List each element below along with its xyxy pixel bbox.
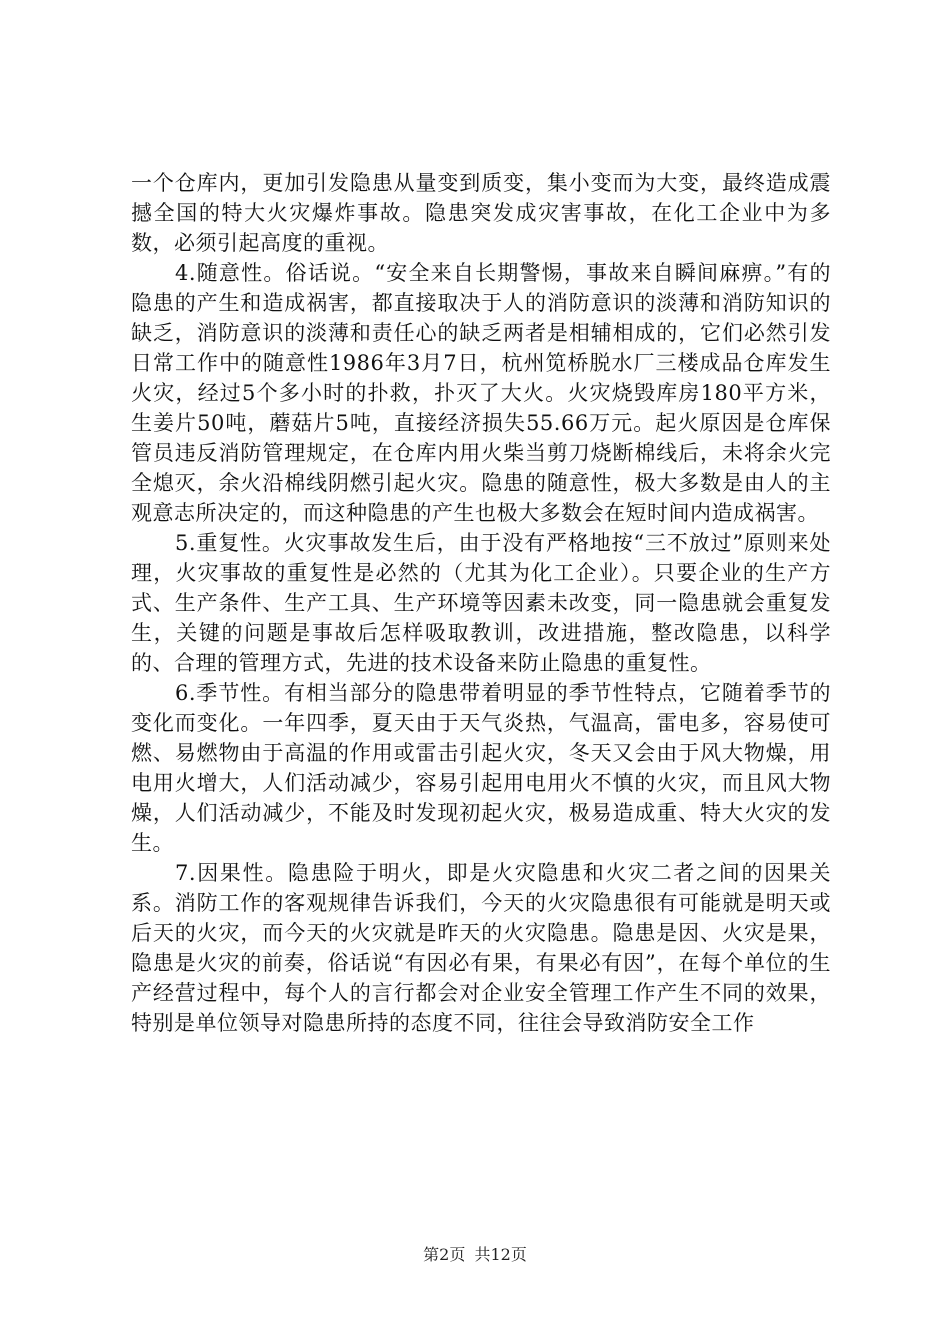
page-footer — [0, 1245, 950, 1265]
paragraph-causality: 7.因果性。隐患险于明火，即是火灾隐患和火灾二者之间的因果关系。消防工作的客观规律告诉我们，今天的火灾隐患很有可能就是明天或后天的火灾，而今天的火灾就是昨天的火灾隐患。隐患是因、火灾是果，隐患是火灾的前奏，俗话说“有因必有果，有果必有因”，在每个单位的生产经营过程中，每个人的言行都会对企业安全管理工作产生不同的效果，特别是单位领导对隐患所持的态度不同，往往会导致消防安全工作 — [131, 861, 831, 1035]
document-body — [131, 168, 831, 1038]
page-total: 共12页 — [474, 1245, 527, 1264]
paragraph-seasonality: 6.季节性。有相当部分的隐患带着明显的季节性特点，它随着季节的变化而变化。一年四季，夏天由于天气炎热，气温高，雷电多，容易使可燃、易燃物由于高温的作用或雷击引起火灾，冬天又会由于风大物燥，用电用火增大，人们活动减少，容易引起用电用火不慎的火灾，而且风大物燥，人们活动减少，不能及时发现初起火灾，极易造成重、特大火灾的发生。 — [131, 681, 831, 855]
paragraph-continuation: 一个仓库内，更加引发隐患从量变到质变，集小变而为大变，最终造成震撼全国的特大火灾爆炸事故。隐患突发成灾害事故，在化工企业中为多数，必须引起高度的重视。 — [131, 171, 831, 255]
page-number: 第2页 — [423, 1245, 466, 1264]
paragraph-randomness: 4.随意性。俗话说。“安全来自长期警惕，事故来自瞬间麻痹。”有的隐患的产生和造成祸害，都直接取决于人的消防意识的淡薄和消防知识的缺乏，消防意识的淡薄和责任心的缺乏两者是相辅相成的，它们必然引发日常工作中的随意性1986年3月7日，杭州笕桥脱水厂三楼成品仓库发生火灾，经过5个多小时的扑救，扑灭了大火。火灾烧毁库房180平方米，生姜片50吨，蘑菇片5吨，直接经济损失55.66万元。起火原因是仓库保管员违反消防管理规定，在仓库内用火柴当剪刀烧断棉线后，未将余火完全熄灭，余火沿棉线阴燃引起火灾。隐患的随意性，极大多数是由人的主观意志所决定的，而这种隐患的产生也极大多数会在短时间内造成祸害。 — [131, 261, 831, 525]
paragraph-repeatability: 5.重复性。火灾事故发生后，由于没有严格地按“三不放过”原则来处理，火灾事故的重复性是必然的（尤其为化工企业）。只要企业的生产方式、生产条件、生产工具、生产环境等因素未改变，同一隐患就会重复发生，关键的问题是事故后怎样吸取教训，改进措施，整改隐患，以科学的、合理的管理方式，先进的技术设备来防止隐患的重复性。 — [131, 531, 831, 675]
